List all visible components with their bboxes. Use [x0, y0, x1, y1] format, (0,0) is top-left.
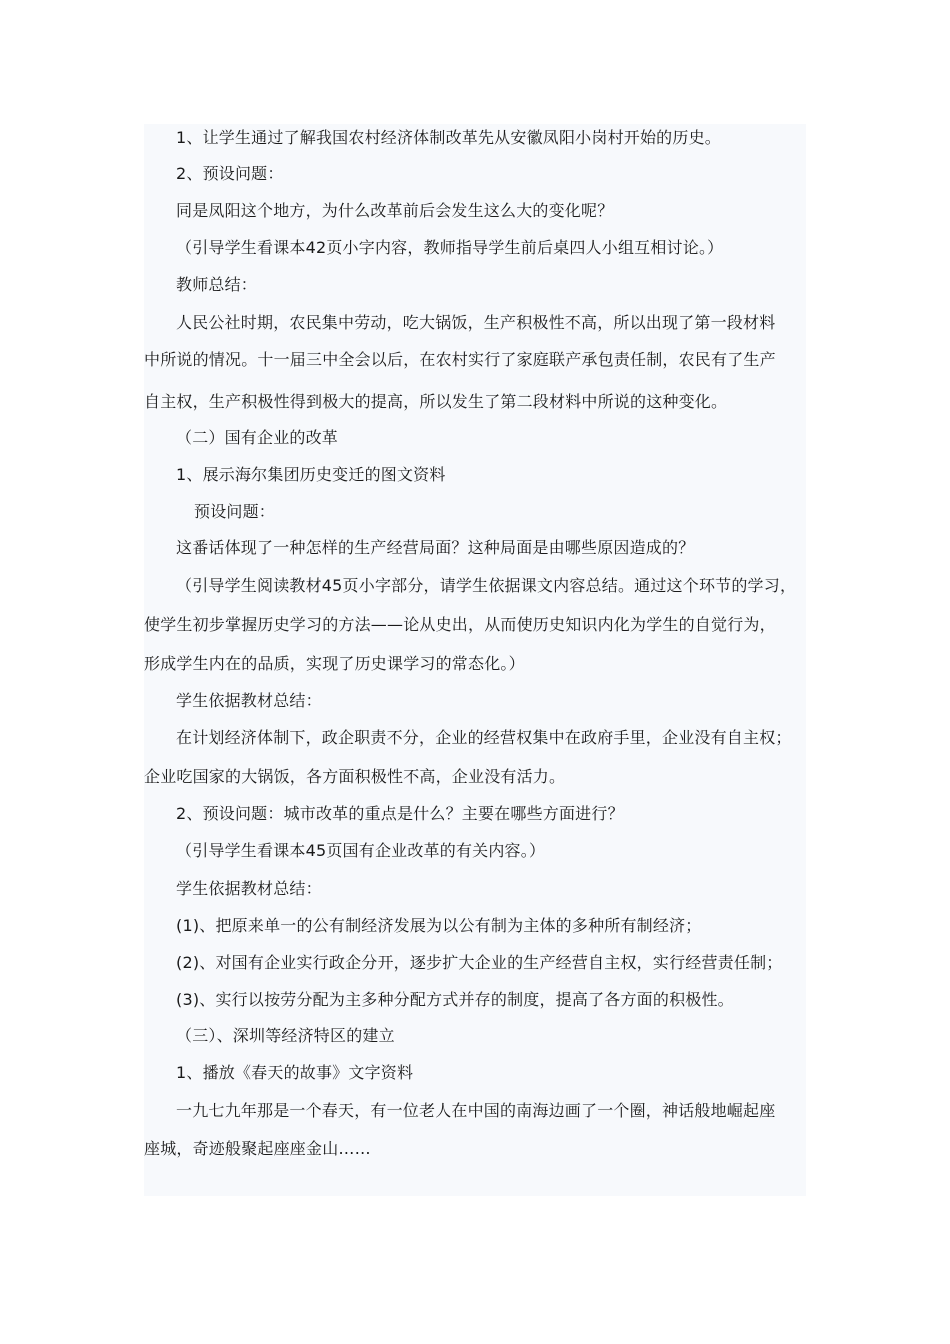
paragraph-line-1: 1、让学生通过了解我国农村经济体制改革先从安徽凤阳小岗村开始的历史。: [176, 128, 721, 147]
section-heading-3: （三）、深圳等经济特区的建立: [176, 1026, 395, 1045]
list-item-3: (3)、实行以按劳分配为主多种分配方式并存的制度，提高了各方面的积极性。: [176, 990, 734, 1009]
paragraph-line-2: 2、预设问题：: [176, 164, 284, 183]
section-heading-2: （二）国有企业的改革: [176, 428, 339, 447]
paragraph-line-4: （引导学生看课本42页小字内容，教师指导学生前后桌四人小组互相讨论。）: [176, 238, 724, 257]
paragraph-line-12: 这番话体现了一种怎样的生产经营局面？这种局面是由哪些原因造成的？: [176, 538, 695, 557]
paragraph-line-21: 学生依据教材总结：: [176, 879, 322, 898]
paragraph-line-11: 预设问题：: [194, 502, 276, 521]
paragraph-line-13: （引导学生阅读教材45页小字部分，请学生依据课文内容总结。通过这个环节的学习，: [176, 576, 797, 595]
paragraph-line-26: 1、播放《春天的故事》文字资料: [176, 1063, 414, 1082]
paragraph-line-3: 同是凤阳这个地方，为什么改革前后会发生这么大的变化呢？: [176, 201, 614, 220]
paragraph-line-5: 教师总结：: [176, 275, 258, 294]
paragraph-line-20: （引导学生看课本45页国有企业改革的有关内容。）: [176, 841, 546, 860]
list-item-1: (1)、把原来单一的公有制经济发展为以公有制为主体的多种所有制经济；: [176, 916, 702, 935]
paragraph-line-14: 使学生初步掌握历史学习的方法——论从史出，从而使历史知识内化为学生的自觉行为，: [144, 615, 776, 634]
paragraph-line-7: 中所说的情况。十一届三中全会以后，在农村实行了家庭联产承包责任制，农民有了生产: [144, 350, 776, 369]
paragraph-line-8: 自主权，生产积极性得到极大的提高，所以发生了第二段材料中所说的这种变化。: [144, 392, 728, 411]
paragraph-line-17: 在计划经济体制下，政企职责不分，企业的经营权集中在政府手里，企业没有自主权；: [176, 728, 792, 747]
paragraph-line-18: 企业吃国家的大锅饭，各方面积极性不高，企业没有活力。: [144, 767, 566, 786]
paragraph-line-15: 形成学生内在的品质，实现了历史课学习的常态化。）: [144, 654, 525, 673]
paragraph-line-10: 1、展示海尔集团历史变迁的图文资料: [176, 465, 446, 484]
paragraph-line-28: 座城，奇迹般聚起座座金山……: [144, 1139, 371, 1158]
paragraph-line-6: 人民公社时期，农民集中劳动，吃大锅饭，生产积极性不高，所以出现了第一段材料: [176, 313, 776, 332]
list-item-2: (2)、对国有企业实行政企分开，逐步扩大企业的生产经营自主权，实行经营责任制；: [176, 953, 783, 972]
paragraph-line-27: 一九七九年那是一个春天，有一位老人在中国的南海边画了一个圈，神话般地崛起座: [176, 1101, 776, 1120]
paragraph-line-16: 学生依据教材总结：: [176, 691, 322, 710]
paragraph-line-19: 2、预设问题：城市改革的重点是什么？主要在哪些方面进行？: [176, 804, 624, 823]
